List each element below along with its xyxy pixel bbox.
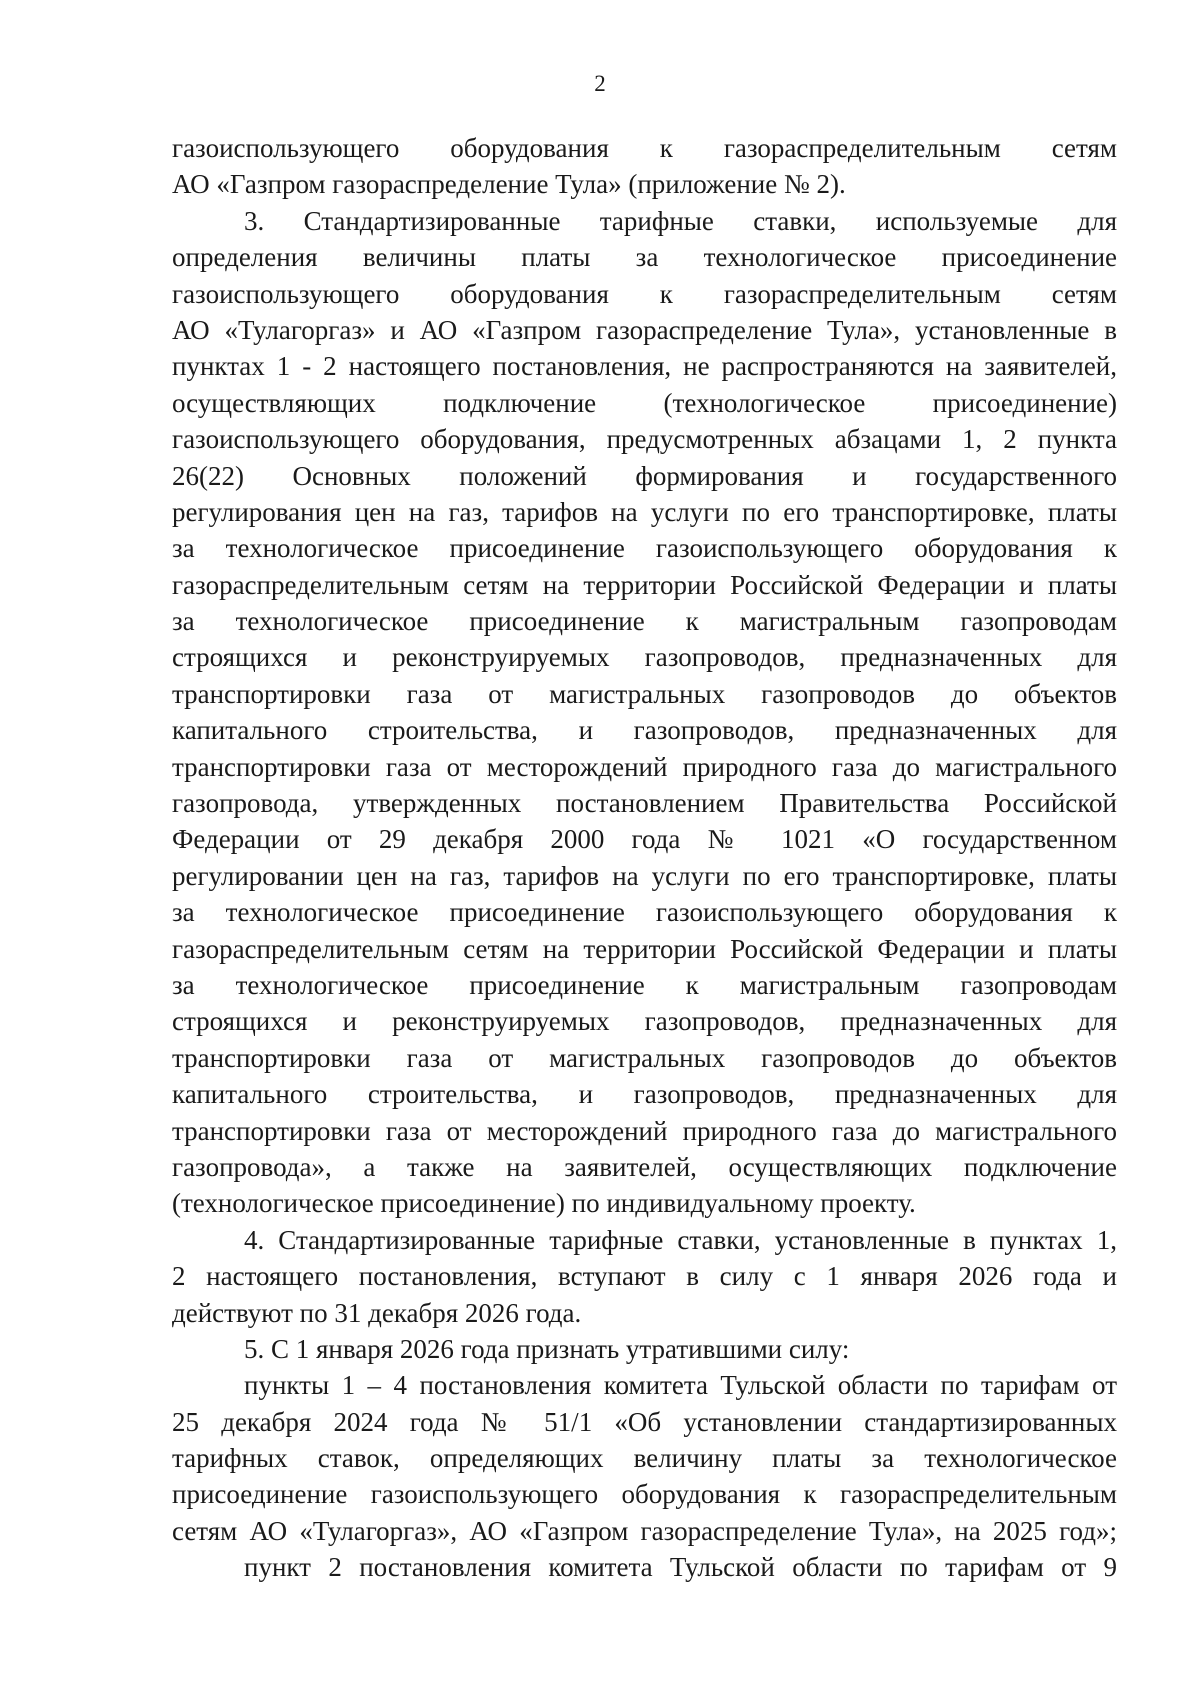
text-line: 2 настоящего постановления, вступают в силу с 1 января 2026 года и: [172, 1261, 1117, 1292]
text-line: за технологическое присоединение к магистральным газопроводам: [172, 969, 1117, 1000]
text-line: газоиспользующего оборудования, предусмотренных абзацами 1, 2 пункта: [172, 424, 1117, 455]
text-line: сетям АО «Тулагоргаз», АО «Газпром газораспределение Тула», на 2025 год»;: [172, 1515, 1117, 1546]
text-line: за технологическое присоединение газоиспользующего оборудования к: [172, 897, 1117, 928]
text-line: пунктах 1 - 2 настоящего постановления, не распространяются на заявителей,: [172, 351, 1117, 382]
text-line: транспортировки газа от месторождений природного газа до магистрального: [172, 1115, 1117, 1146]
text-line: АО «Газпром газораспределение Тула» (приложение № 2).: [172, 169, 846, 200]
text-line: 26(22) Основных положений формирования и государственного: [172, 460, 1117, 491]
text-line: 3. Стандартизированные тарифные ставки, используемые для: [244, 205, 1117, 236]
text-line: строящихся и реконструируемых газопроводов, предназначенных для: [172, 642, 1117, 673]
text-line: газопровода, утвержденных постановлением Правительства Российской: [172, 788, 1117, 819]
text-line: за технологическое присоединение к магистральным газопроводам: [172, 606, 1117, 637]
text-line: Федерации от 29 декабря 2000 года № 1021 «О государственном: [172, 824, 1117, 855]
text-line: за технологическое присоединение газоиспользующего оборудования к: [172, 533, 1117, 564]
text-line: газораспределительным сетям на территории Российской Федерации и платы: [172, 569, 1117, 600]
text-line: (технологическое присоединение) по индивидуальному проекту.: [172, 1188, 916, 1219]
text-line: действуют по 31 декабря 2026 года.: [172, 1297, 582, 1328]
text-line: тарифных ставок, определяющих величину платы за технологическое: [172, 1443, 1117, 1474]
text-line: пункты 1 – 4 постановления комитета Тульской области по тарифам от: [244, 1370, 1117, 1401]
text-line: определения величины платы за технологическое присоединение: [172, 242, 1117, 273]
text-line: пункт 2 постановления комитета Тульской области по тарифам от 9: [244, 1552, 1117, 1583]
page-number: 2: [594, 71, 606, 96]
text-line: газопровода», а также на заявителей, осуществляющих подключение: [172, 1151, 1117, 1182]
text-line: регулировании цен на газ, тарифов на услуги по его транспортировке, платы: [172, 860, 1117, 891]
text-line: газоиспользующего оборудования к газораспределительным сетям: [172, 278, 1117, 309]
text-line: 5. С 1 января 2026 года признать утратившими силу:: [244, 1333, 850, 1364]
text-line: присоединение газоиспользующего оборудования к газораспределительным: [172, 1479, 1117, 1510]
text-line: капитального строительства, и газопроводов, предназначенных для: [172, 1079, 1117, 1110]
text-line: газораспределительным сетям на территории Российской Федерации и платы: [172, 933, 1117, 964]
text-line: строящихся и реконструируемых газопроводов, предназначенных для: [172, 1006, 1117, 1037]
text-line: 25 декабря 2024 года № 51/1 «Об установлении стандартизированных: [172, 1406, 1117, 1437]
text-line: газоиспользующего оборудования к газораспределительным сетям: [172, 133, 1117, 163]
text-line: транспортировки газа от магистральных газопроводов до объектов: [172, 678, 1117, 709]
document-body: [172, 130, 1117, 1586]
text-line: транспортировки газа от месторождений природного газа до магистрального: [172, 751, 1117, 782]
text-line: осуществляющих подключение (технологическое присоединение): [172, 387, 1117, 418]
text-line: капитального строительства, и газопроводов, предназначенных для: [172, 715, 1117, 746]
text-line: транспортировки газа от магистральных газопроводов до объектов: [172, 1042, 1117, 1073]
text-line: регулирования цен на газ, тарифов на услуги по его транспортировке, платы: [172, 496, 1117, 527]
text-line: 4. Стандартизированные тарифные ставки, установленные в пунктах 1,: [244, 1224, 1117, 1255]
text-line: АО «Тулагоргаз» и АО «Газпром газораспределение Тула», установленные в: [172, 314, 1117, 345]
